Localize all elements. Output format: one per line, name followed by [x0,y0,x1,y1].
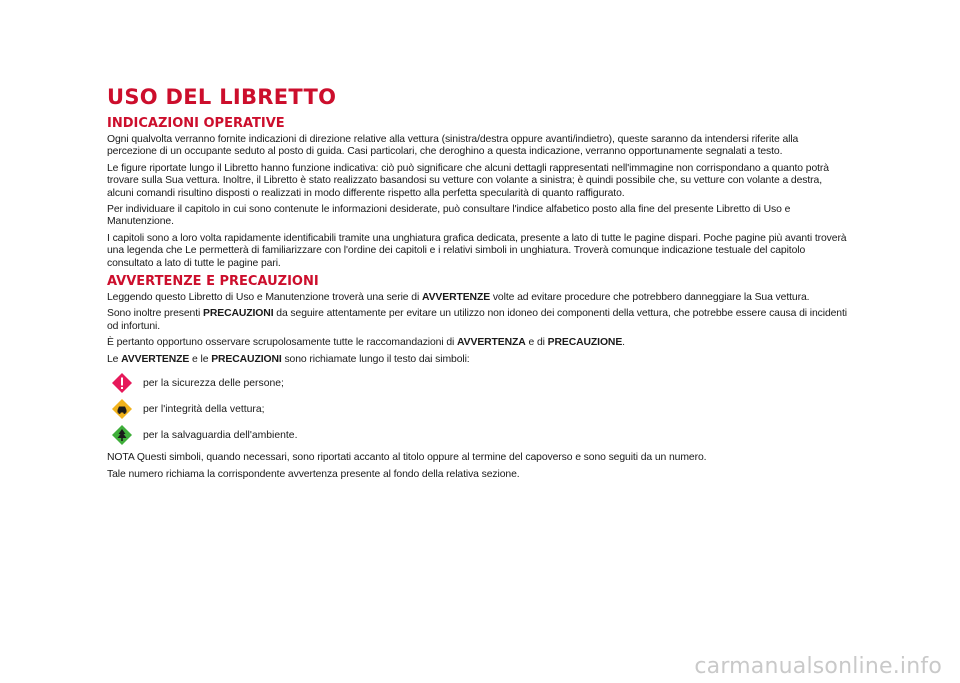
symbol-text: per la sicurezza delle persone; [143,377,284,389]
page-title: USO DEL LIBRETTO [107,85,337,109]
section-heading-indicazioni: INDICAZIONI OPERATIVE [107,116,285,131]
symbol-text: per l'integrità della vettura; [143,403,265,415]
paragraph: Leggendo questo Libretto di Uso e Manutenzione troverà una serie di AVVERTENZE volte ad evitare procedure che potrebbero danneggiare la Sua vettura. [107,292,810,304]
paragraph: Per individuare il capitolo in cui sono contenute le informazioni desiderate, può consultare l'indice alfabetico posto alla fine del presente Libretto di Uso e Manutenzione. [107,204,791,228]
paragraph: Sono inoltre presenti PRECAUZIONI da seguire attentamente per evitare un utilizzo non idoneo dei componenti della vettura, che potrebbe essere causa di incidenti od infortuni. [107,308,847,332]
environment-tree-icon [111,424,133,446]
paragraph: I capitoli sono a loro volta rapidamente identificabili tramite una unghiatura grafica dedicata, presente a lato di tutte le pagine dispari. Poche pagine più avanti troverà una legenda che Le permetterà di familiarizzare con l'ordine dei capitoli e i relativi simboli in unghiatura. Troverà comunque indicazione testuale del capitolo consultato a lato di tutte le pagine pari. [107,232,847,269]
vehicle-integrity-icon [111,398,133,420]
watermark: carmanualsonline.info [694,654,942,679]
note-paragraph: Tale numero richiama la corrispondente avvertenza presente al fondo della relativa sezione. [107,468,520,480]
paragraph: Le AVVERTENZE e le PRECAUZIONI sono richiamate lungo il testo dai simboli: [107,353,470,365]
paragraph: È pertanto opportuno osservare scrupolosamente tutte le raccomandazioni di AVVERTENZA e di PRECAUZIONE. [107,337,625,349]
person-safety-warning-icon [111,372,133,394]
manual-page [107,84,847,485]
symbol-item-ambiente [111,424,847,446]
section-heading-avvertenze: AVVERTENZE E PRECAUZIONI [107,274,319,290]
symbol-item-persone [111,372,847,394]
paragraph: Ogni qualvolta verranno fornite indicazioni di direzione relative alla vettura (sinistra/destra oppure avanti/indietro), queste saranno da intendersi riferite alla percezione di un occupante seduto al posto di guida. Casi particolari, che deroghino a questa indicazione, verranno opportunamente segnalati a testo. [107,134,799,158]
symbol-item-vettura [111,398,847,420]
note-paragraph: NOTA Questi simboli, quando necessari, sono riportati accanto al titolo oppure al termine del capoverso e sono seguiti da un numero. [107,452,707,464]
paragraph: Le figure riportate lungo il Libretto hanno funzione indicativa: ciò può significare che alcuni dettagli rappresentati nell'immagine non corrispondano a quanto potrà trovare sulla Sua vettura. Inoltre, il Libretto è stato realizzato basandosi su vetture con volante a sinistra; è quindi possibile che, su vetture con volante a destra, alcuni comandi risultino disposti o realizzati in modo differente rispetto alla perfetta specularità di quanto raffigurato. [107,162,829,199]
symbol-text: per la salvaguardia dell'ambiente. [143,429,298,441]
